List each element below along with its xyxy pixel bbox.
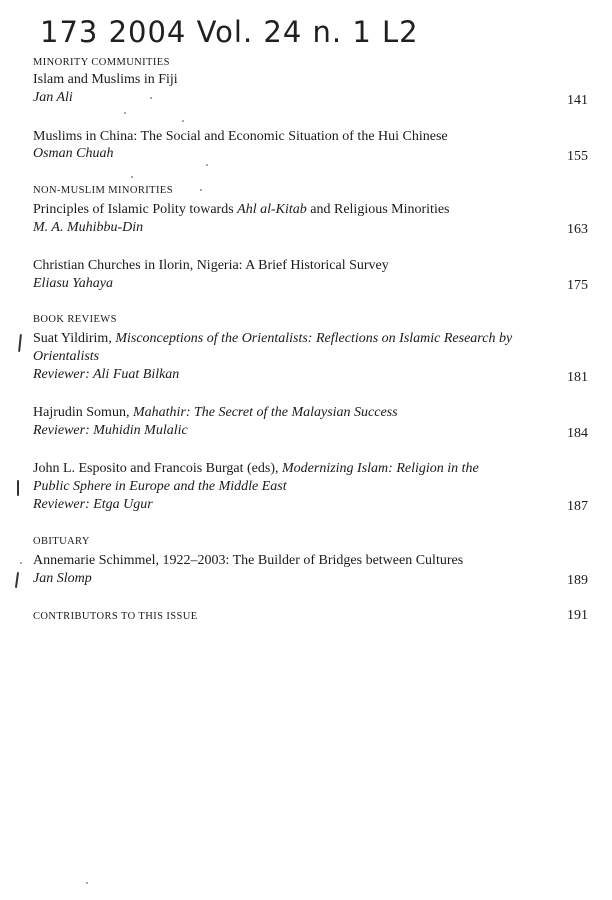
entry-author: M. A. Muhibbu-Din [33,220,144,235]
entry-page-number: 175 [567,278,588,293]
book-author: Suat Yildirim, [33,331,116,346]
book-title: Misconceptions of the Orientalists: Reflections on Islamic Research by [115,331,513,346]
margin-mark [17,480,19,496]
entry-title [33,202,450,218]
entry-reviewer: Reviewer: Muhidin Mulalic [33,423,188,438]
entry-page-number: 141 [567,93,588,108]
margin-mark [18,334,22,352]
section-label-minority-communities: MINORITY COMMUNITIES [33,57,170,68]
margin-mark [15,572,19,588]
book-title: Mahathir: The Secret of the Malaysian Success [132,405,398,420]
contributors-label: CONTRIBUTORS TO THIS ISSUE [33,611,198,622]
entry-author: Jan Ali [33,90,73,105]
scan-speck [150,97,152,99]
scan-speck [124,112,126,114]
book-author: Hajrudin Somun, [33,405,133,420]
section-label-non-muslim-minorities: NON-MUSLIM MINORITIES [33,185,173,196]
scan-speck [206,164,208,166]
scan-speck [200,189,202,191]
entry-author: Jan Slomp [33,571,92,586]
contributors-page-number: 191 [567,608,588,623]
entry-author: Osman Chuah [33,146,114,161]
section-label-obituary: OBITUARY [33,536,90,547]
entry-author: Eliasu Yahaya [33,276,113,291]
entry-title [33,331,512,347]
entry-title-part: and Religious Minorities [306,202,450,217]
entry-title-italic: Ahl al-Kitab [237,202,307,217]
handwritten-note-text: 173 2004 Vol. 24 n. 1 L2 [40,15,419,49]
entry-title [33,461,479,477]
book-title-continued: Orientalists [33,349,100,364]
entry-page-number: 184 [567,426,588,441]
entry-page-number: 163 [567,222,588,237]
scan-speck [86,882,88,884]
entry-reviewer: Reviewer: Etga Ugur [33,497,153,512]
scan-speck [131,176,133,178]
entry-title: Islam and Muslims in Fiji [33,72,178,87]
scan-speck [182,120,184,122]
book-author: John L. Esposito and Francois Burgat (eds), [33,461,282,476]
book-title-continued: Public Sphere in Europe and the Middle East [33,479,287,494]
entry-reviewer: Reviewer: Ali Fuat Bilkan [33,367,180,382]
entry-page-number: 155 [567,149,588,164]
entry-title: Christian Churches in Ilorin, Nigeria: A Brief Historical Survey [33,258,389,273]
entry-title: Muslims in China: The Social and Economic Situation of the Hui Chinese [33,129,448,144]
entry-page-number: 187 [567,499,588,514]
entry-title-part: Principles of Islamic Polity towards [33,202,238,217]
scan-speck [20,562,22,564]
section-label-book-reviews: BOOK REVIEWS [33,314,117,325]
book-title: Modernizing Islam: Religion in the [282,461,479,476]
entry-page-number: 189 [567,573,588,588]
entry-title [33,405,398,421]
handwritten-note [40,10,560,50]
entry-title: Annemarie Schimmel, 1922–2003: The Builder of Bridges between Cultures [33,553,464,568]
entry-page-number: 181 [567,370,588,385]
